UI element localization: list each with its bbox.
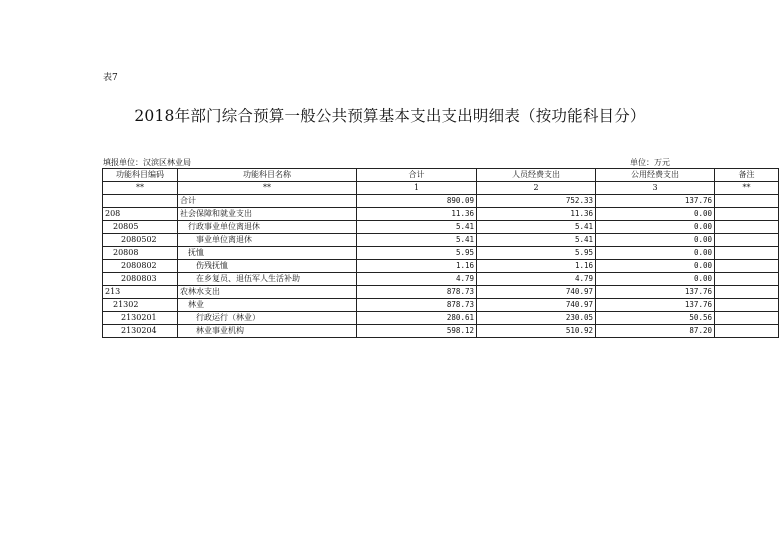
code-cell: 2080802 — [103, 260, 178, 273]
name-cell: 林业事业机构 — [178, 325, 357, 338]
header-code: 功能科目编码 — [103, 169, 178, 182]
public-cell: 0.00 — [596, 221, 715, 234]
reporting-unit: 填报单位：汉滨区林业局 — [103, 158, 191, 167]
total-cell: 878.73 — [357, 299, 477, 312]
note-cell — [715, 260, 779, 273]
personnel-cell: 1.16 — [477, 260, 596, 273]
personnel-cell: 752.33 — [477, 195, 596, 208]
code-cell: 2130204 — [103, 325, 178, 338]
note-cell — [715, 273, 779, 286]
code-cell: 21302 — [103, 299, 178, 312]
table-row — [103, 325, 779, 338]
table-row — [103, 312, 779, 325]
table-row — [103, 286, 779, 299]
table-row — [103, 260, 779, 273]
code-cell: 2130201 — [103, 312, 178, 325]
table-row — [103, 208, 779, 221]
index-cell: ** — [715, 182, 779, 195]
public-cell: 0.00 — [596, 273, 715, 286]
note-cell — [715, 221, 779, 234]
header-row — [103, 169, 779, 182]
total-cell: 280.61 — [357, 312, 477, 325]
note-cell — [715, 195, 779, 208]
total-cell: 11.36 — [357, 208, 477, 221]
header-personnel: 人员经费支出 — [477, 169, 596, 182]
header-total: 合计 — [357, 169, 477, 182]
table-row — [103, 234, 779, 247]
table-row — [103, 247, 779, 260]
public-cell: 137.76 — [596, 195, 715, 208]
total-cell: 1.16 — [357, 260, 477, 273]
name-cell: 合计 — [178, 195, 357, 208]
note-cell — [715, 299, 779, 312]
index-cell: ** — [103, 182, 178, 195]
personnel-cell: 510.92 — [477, 325, 596, 338]
total-cell: 878.73 — [357, 286, 477, 299]
note-cell — [715, 247, 779, 260]
table-row — [103, 221, 779, 234]
personnel-cell: 740.97 — [477, 286, 596, 299]
name-cell: 伤残抚恤 — [178, 260, 357, 273]
name-cell: 事业单位离退休 — [178, 234, 357, 247]
page-title: 2018年部门综合预算一般公共预算基本支出支出明细表（按功能科目分） — [134, 107, 646, 125]
personnel-cell: 230.05 — [477, 312, 596, 325]
public-cell: 0.00 — [596, 208, 715, 221]
code-cell: 2080803 — [103, 273, 178, 286]
header-note: 备注 — [715, 169, 779, 182]
personnel-cell: 5.95 — [477, 247, 596, 260]
code-cell: 20805 — [103, 221, 178, 234]
public-cell: 87.20 — [596, 325, 715, 338]
note-cell — [715, 208, 779, 221]
code-cell — [103, 195, 178, 208]
personnel-cell: 5.41 — [477, 221, 596, 234]
note-cell — [715, 325, 779, 338]
public-cell: 0.00 — [596, 247, 715, 260]
total-cell: 5.41 — [357, 234, 477, 247]
code-cell: 208 — [103, 208, 178, 221]
index-cell: 1 — [357, 182, 477, 195]
index-cell: 2 — [477, 182, 596, 195]
budget-table — [102, 168, 779, 338]
public-cell: 0.00 — [596, 234, 715, 247]
header-public: 公用经费支出 — [596, 169, 715, 182]
code-cell: 213 — [103, 286, 178, 299]
code-cell: 2080502 — [103, 234, 178, 247]
total-cell: 890.09 — [357, 195, 477, 208]
total-cell: 598.12 — [357, 325, 477, 338]
name-cell: 行政事业单位离退休 — [178, 221, 357, 234]
table-row — [103, 299, 779, 312]
table-number: 表7 — [103, 73, 118, 83]
personnel-cell: 4.79 — [477, 273, 596, 286]
name-cell: 抚恤 — [178, 247, 357, 260]
total-cell: 5.95 — [357, 247, 477, 260]
personnel-cell: 5.41 — [477, 234, 596, 247]
public-cell: 50.56 — [596, 312, 715, 325]
total-cell: 5.41 — [357, 221, 477, 234]
name-cell: 社会保障和就业支出 — [178, 208, 357, 221]
index-row — [103, 182, 779, 195]
index-cell: ** — [178, 182, 357, 195]
note-cell — [715, 286, 779, 299]
table-row — [103, 273, 779, 286]
index-cell: 3 — [596, 182, 715, 195]
note-cell — [715, 234, 779, 247]
personnel-cell: 740.97 — [477, 299, 596, 312]
total-cell: 4.79 — [357, 273, 477, 286]
code-cell: 20808 — [103, 247, 178, 260]
table-row — [103, 195, 779, 208]
name-cell: 在乡复员、退伍军人生活补助 — [178, 273, 357, 286]
public-cell: 137.76 — [596, 286, 715, 299]
currency-unit: 单位：万元 — [630, 158, 670, 167]
public-cell: 0.00 — [596, 260, 715, 273]
header-name: 功能科目名称 — [178, 169, 357, 182]
public-cell: 137.76 — [596, 299, 715, 312]
name-cell: 行政运行（林业） — [178, 312, 357, 325]
name-cell: 农林水支出 — [178, 286, 357, 299]
personnel-cell: 11.36 — [477, 208, 596, 221]
name-cell: 林业 — [178, 299, 357, 312]
note-cell — [715, 312, 779, 325]
